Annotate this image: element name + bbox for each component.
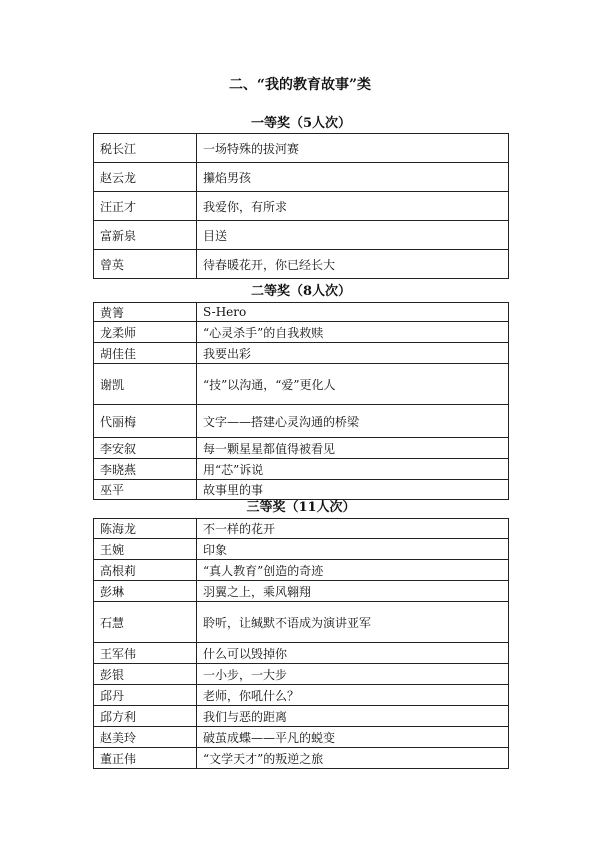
table-row [94, 134, 509, 163]
work-title: 文字——搭建心灵沟通的桥梁 [197, 405, 509, 438]
winner-name: 李晓燕 [94, 459, 197, 480]
work-title: 羽翼之上，乘风翱翔 [197, 581, 509, 602]
work-title: 什么可以毁掉你 [197, 643, 509, 664]
section-heading-third-prize: 三等奖（11人次） [246, 500, 356, 515]
table-row [94, 581, 509, 602]
section-heading-first-prize: 一等奖（5人次） [250, 116, 352, 131]
work-title: 攥焰男孩 [197, 163, 509, 192]
table-row [94, 250, 509, 279]
work-title: 我爱你，有所求 [197, 192, 509, 221]
winner-name: 邱方利 [94, 706, 197, 727]
document-title: 二、“我的教育故事”类 [228, 77, 372, 93]
table-row [94, 343, 509, 364]
work-title: 一场特殊的拔河赛 [197, 134, 509, 163]
work-title: “心灵杀手”的自我救赎 [197, 322, 509, 343]
award-table-body [94, 519, 509, 769]
winner-name: 高根莉 [94, 560, 197, 581]
winner-name: 赵美玲 [94, 727, 197, 748]
table-row [94, 664, 509, 685]
winner-name: 汪正才 [94, 192, 197, 221]
table-row [94, 163, 509, 192]
award-table-body [94, 134, 509, 279]
winner-name: 邱丹 [94, 685, 197, 706]
table-row [94, 519, 509, 539]
work-title: 印象 [197, 539, 509, 560]
winner-name: 王军伟 [94, 643, 197, 664]
work-title: 故事里的事 [197, 480, 509, 500]
winner-name: 富新泉 [94, 221, 197, 250]
award-table-first-prize [93, 133, 509, 279]
table-row [94, 706, 509, 727]
table-row [94, 748, 509, 769]
work-title: 我要出彩 [197, 343, 509, 364]
table-row [94, 539, 509, 560]
work-title: 每一颗星星都值得被看见 [197, 438, 509, 459]
work-title: 目送 [197, 221, 509, 250]
work-title: “真人教育”创造的奇迹 [197, 560, 509, 581]
winner-name: 彭银 [94, 664, 197, 685]
winner-name: 税长江 [94, 134, 197, 163]
winner-name: 龙柔师 [94, 322, 197, 343]
winner-name: 李安叙 [94, 438, 197, 459]
table-row [94, 602, 509, 643]
table-row [94, 221, 509, 250]
winner-name: 黄箐 [94, 303, 197, 322]
winner-name: 王婉 [94, 539, 197, 560]
winner-name: 代丽梅 [94, 405, 197, 438]
award-table-third-prize [93, 518, 509, 769]
winner-name: 巫平 [94, 480, 197, 500]
table-row [94, 727, 509, 748]
work-title: 待春暖花开，你已经长大 [197, 250, 509, 279]
work-title: 聆听，让缄默不语成为演讲亚军 [197, 602, 509, 643]
work-title: 不一样的花开 [197, 519, 509, 539]
winner-name: 彭琳 [94, 581, 197, 602]
work-title: 老师，你吼什么？ [197, 685, 509, 706]
work-title: 用“芯”诉说 [197, 459, 509, 480]
winner-name: 陈海龙 [94, 519, 197, 539]
table-row [94, 303, 509, 322]
winner-name: 曾英 [94, 250, 197, 279]
table-row [94, 364, 509, 405]
section-heading-second-prize: 二等奖（8人次） [250, 284, 352, 299]
winner-name: 石慧 [94, 602, 197, 643]
table-row [94, 322, 509, 343]
work-title: S-Hero [197, 303, 509, 322]
award-table-body [94, 303, 509, 500]
table-row [94, 560, 509, 581]
award-table-second-prize [93, 302, 509, 500]
table-row [94, 459, 509, 480]
table-row [94, 192, 509, 221]
winner-name: 赵云龙 [94, 163, 197, 192]
winner-name: 胡佳佳 [94, 343, 197, 364]
table-row [94, 480, 509, 500]
work-title: 破茧成蝶——平凡的蜕变 [197, 727, 509, 748]
table-row [94, 643, 509, 664]
work-title: 一小步，一大步 [197, 664, 509, 685]
work-title: 我们与恶的距离 [197, 706, 509, 727]
winner-name: 谢凯 [94, 364, 197, 405]
table-row [94, 438, 509, 459]
work-title: “技”以沟通，“爱”更化人 [197, 364, 509, 405]
work-title: “文学天才”的叛逆之旅 [197, 748, 509, 769]
table-row [94, 685, 509, 706]
table-row [94, 405, 509, 438]
winner-name: 董正伟 [94, 748, 197, 769]
